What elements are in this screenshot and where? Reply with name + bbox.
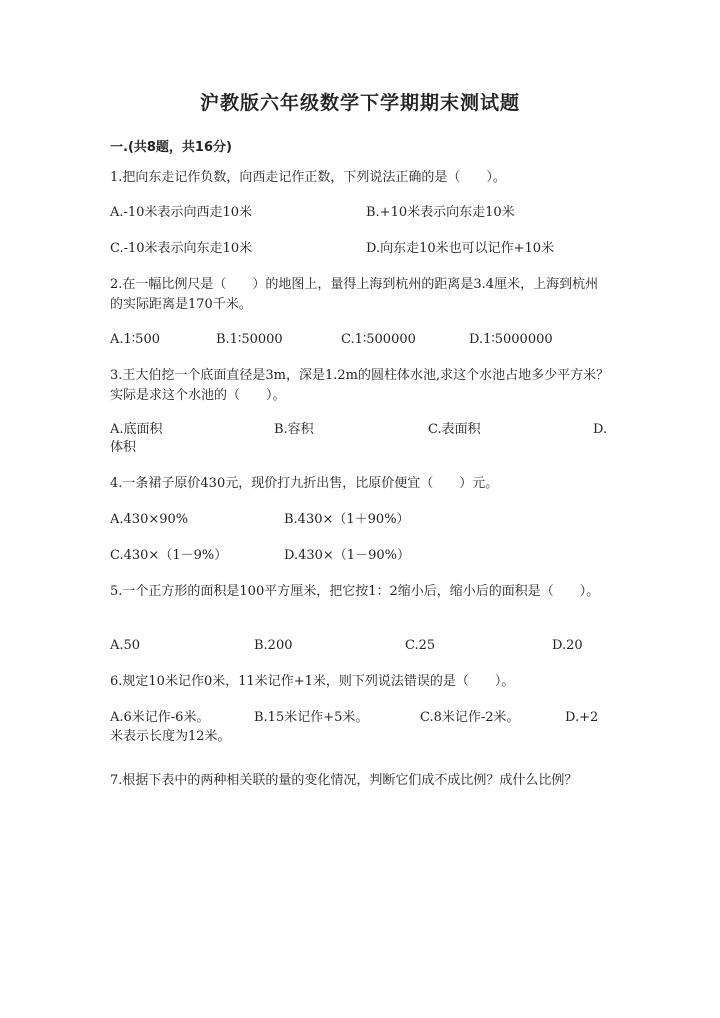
q1-option-a: A.-10米表示向西走10米: [110, 205, 252, 220]
q6-option-a: A.6米记作-6米。: [110, 710, 210, 725]
q5-option-b: B.200: [254, 638, 293, 653]
q4-option-c: C.430×（1－9%）: [110, 548, 228, 563]
q6-option-d-cont: 米表示长度为12米。: [110, 729, 231, 744]
q2-option-a: A.1∶500: [110, 332, 160, 347]
q6-option-c: C.8米记作-2米。: [420, 710, 520, 725]
question-7: 7.根据下表中的两种相关联的量的变化情况，判断它们成不成比例？成什么比例？: [110, 773, 578, 788]
q2-option-d: D.1∶5000000: [469, 332, 553, 347]
question-1: 1.把向东走记作负数，向西走记作正数，下列说法正确的是（ ）。: [110, 170, 506, 185]
q2-option-b: B.1∶50000: [216, 332, 283, 347]
q3-option-b: B.容积: [274, 422, 314, 437]
q3-option-a: A.底面积: [110, 422, 163, 437]
q3-option-d-cont: 体积: [110, 440, 137, 455]
q6-option-d: D.+2: [565, 710, 599, 725]
q4-option-d: D.430×（1－90%）: [284, 548, 410, 563]
q2-option-c: C.1∶500000: [341, 332, 416, 347]
q1-option-c: C.-10米表示向东走10米: [110, 241, 253, 256]
question-5: 5.一个正方形的面积是100平方厘米，把它按1：2缩小后，缩小后的面积是（ ）。: [110, 584, 600, 599]
q5-option-d: D.20: [552, 638, 583, 653]
q1-option-b: B.+10米表示向东走10米: [366, 205, 515, 220]
q1-option-d: D.向东走10米也可以记作+10米: [366, 241, 555, 256]
q3-option-c: C.表面积: [428, 422, 481, 437]
question-2: 2.在一幅比例尺是（ ）的地图上，量得上海到杭州的距离是3.4厘米，上海到杭州的实际距离是170千米。: [110, 277, 599, 312]
q5-option-a: A.50: [110, 638, 141, 653]
page-title: 沪教版六年级数学下学期期末测试题: [199, 92, 520, 114]
q4-option-b: B.430×（1＋90%）: [284, 512, 410, 527]
q4-option-a: A.430×90%: [110, 512, 189, 527]
q3-option-d: D.: [593, 422, 608, 437]
section-heading: 一.(共8题，共16分): [110, 140, 232, 155]
question-6: 6.规定10米记作0米，11米记作+1米，则下列说法错误的是（ ）。: [110, 674, 515, 689]
question-4: 4.一条裙子原价430元，现价打九折出售，比原价便宜（ ）元。: [110, 476, 499, 491]
q5-option-c: C.25: [405, 638, 436, 653]
question-3: 3.王大伯挖一个底面直径是3m，深是1.2m的圆柱体水池,求这个水池占地多少平方米？实际是求这个水池的（ ）。: [110, 368, 610, 403]
q6-option-b: B.15米记作+5米。: [254, 710, 369, 725]
